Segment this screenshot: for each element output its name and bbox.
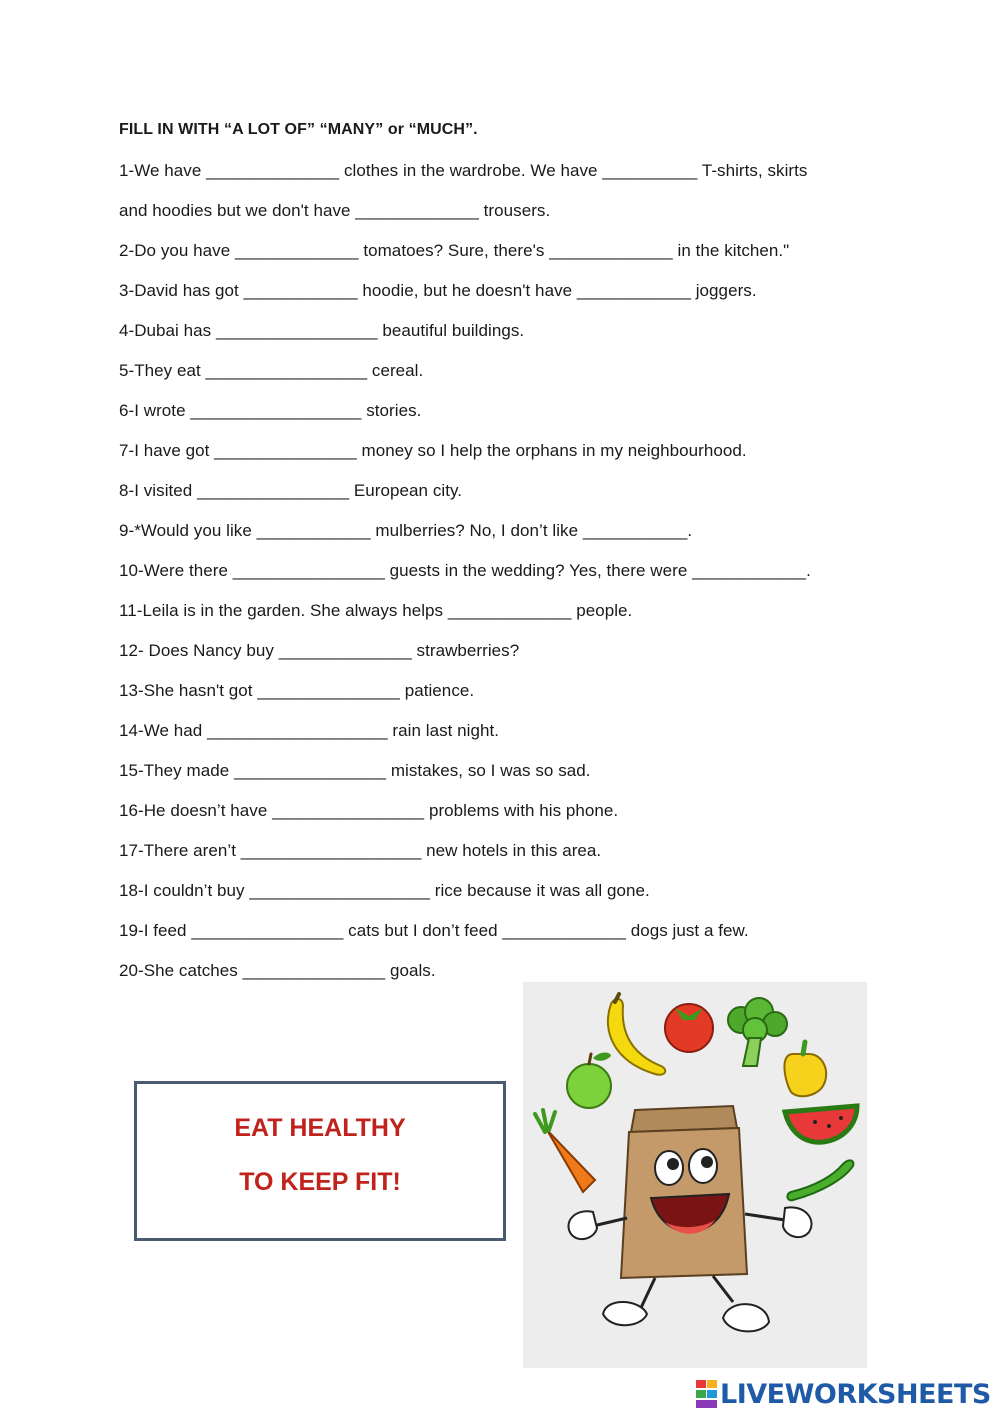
- question-line: and hoodies but we don't have _____________ trousers.: [119, 201, 551, 220]
- question-line: 18-I couldn’t buy ___________________ rice because it was all gone.: [119, 881, 650, 900]
- question-line: 4-Dubai has _________________ beautiful buildings.: [119, 321, 525, 340]
- cucumber-icon: [787, 1160, 853, 1200]
- carrot-icon: [535, 1110, 595, 1192]
- pepper-icon: [784, 1042, 826, 1096]
- question-line: 5-They eat _________________ cereal.: [119, 361, 424, 380]
- question-line: 20-She catches _______________ goals.: [119, 961, 436, 980]
- question-line: 15-They made ________________ mistakes, so I was so sad.: [119, 761, 591, 780]
- question-line: 13-She hasn't got _______________ patience.: [119, 681, 475, 700]
- liveworksheets-brand[interactable]: [696, 1376, 991, 1412]
- question-line: 16-He doesn’t have ________________ problems with his phone.: [119, 801, 619, 820]
- question-line: 9-*Would you like ____________ mulberries? No, I don’t like ___________.: [119, 521, 693, 540]
- eat-healthy-box: [134, 1081, 506, 1241]
- paper-bag-icon: [568, 1106, 811, 1331]
- question-line: 1-We have ______________ clothes in the wardrobe. We have __________ T-shirts, skirts: [119, 161, 808, 180]
- liveworksheets-logo-icon: [696, 1380, 718, 1408]
- question-line: 2-Do you have _____________ tomatoes? Sure, there's _____________ in the kitchen.": [119, 241, 790, 260]
- question-line: 12- Does Nancy buy ______________ strawberries?: [119, 641, 520, 660]
- broccoli-icon: [728, 998, 787, 1066]
- question-line: 3-David has got ____________ hoodie, but he doesn't have ____________ joggers.: [119, 281, 757, 300]
- apple-icon: [567, 1053, 611, 1109]
- tomato-icon: [665, 1004, 713, 1052]
- keep-fit-text: TO KEEP FIT!: [239, 1168, 401, 1196]
- question-line: 19-I feed ________________ cats but I don’t feed _____________ dogs just a few.: [119, 921, 749, 940]
- question-line: 8-I visited ________________ European city.: [119, 481, 463, 500]
- banana-icon: [608, 994, 665, 1075]
- watermelon-icon: [785, 1106, 857, 1142]
- question-line: 14-We had ___________________ rain last night.: [119, 721, 500, 740]
- question-line: 10-Were there ________________ guests in the wedding? Yes, there were ____________.: [119, 561, 811, 580]
- eat-healthy-text: EAT HEALTHY: [234, 1114, 406, 1142]
- worksheet-title: FILL IN WITH “A LOT OF” “MANY” or “MUCH”.: [119, 121, 478, 138]
- question-line: 11-Leila is in the garden. She always helps _____________ people.: [119, 601, 633, 620]
- question-line: 7-I have got _______________ money so I help the orphans in my neighbourhood.: [119, 441, 747, 460]
- question-line: 17-There aren’t ___________________ new hotels in this area.: [119, 841, 602, 860]
- liveworksheets-wordmark: LIVEWORKSHEETS: [720, 1378, 991, 1410]
- juggling-bag-illustration: [523, 982, 867, 1368]
- question-line: 6-I wrote __________________ stories.: [119, 401, 422, 420]
